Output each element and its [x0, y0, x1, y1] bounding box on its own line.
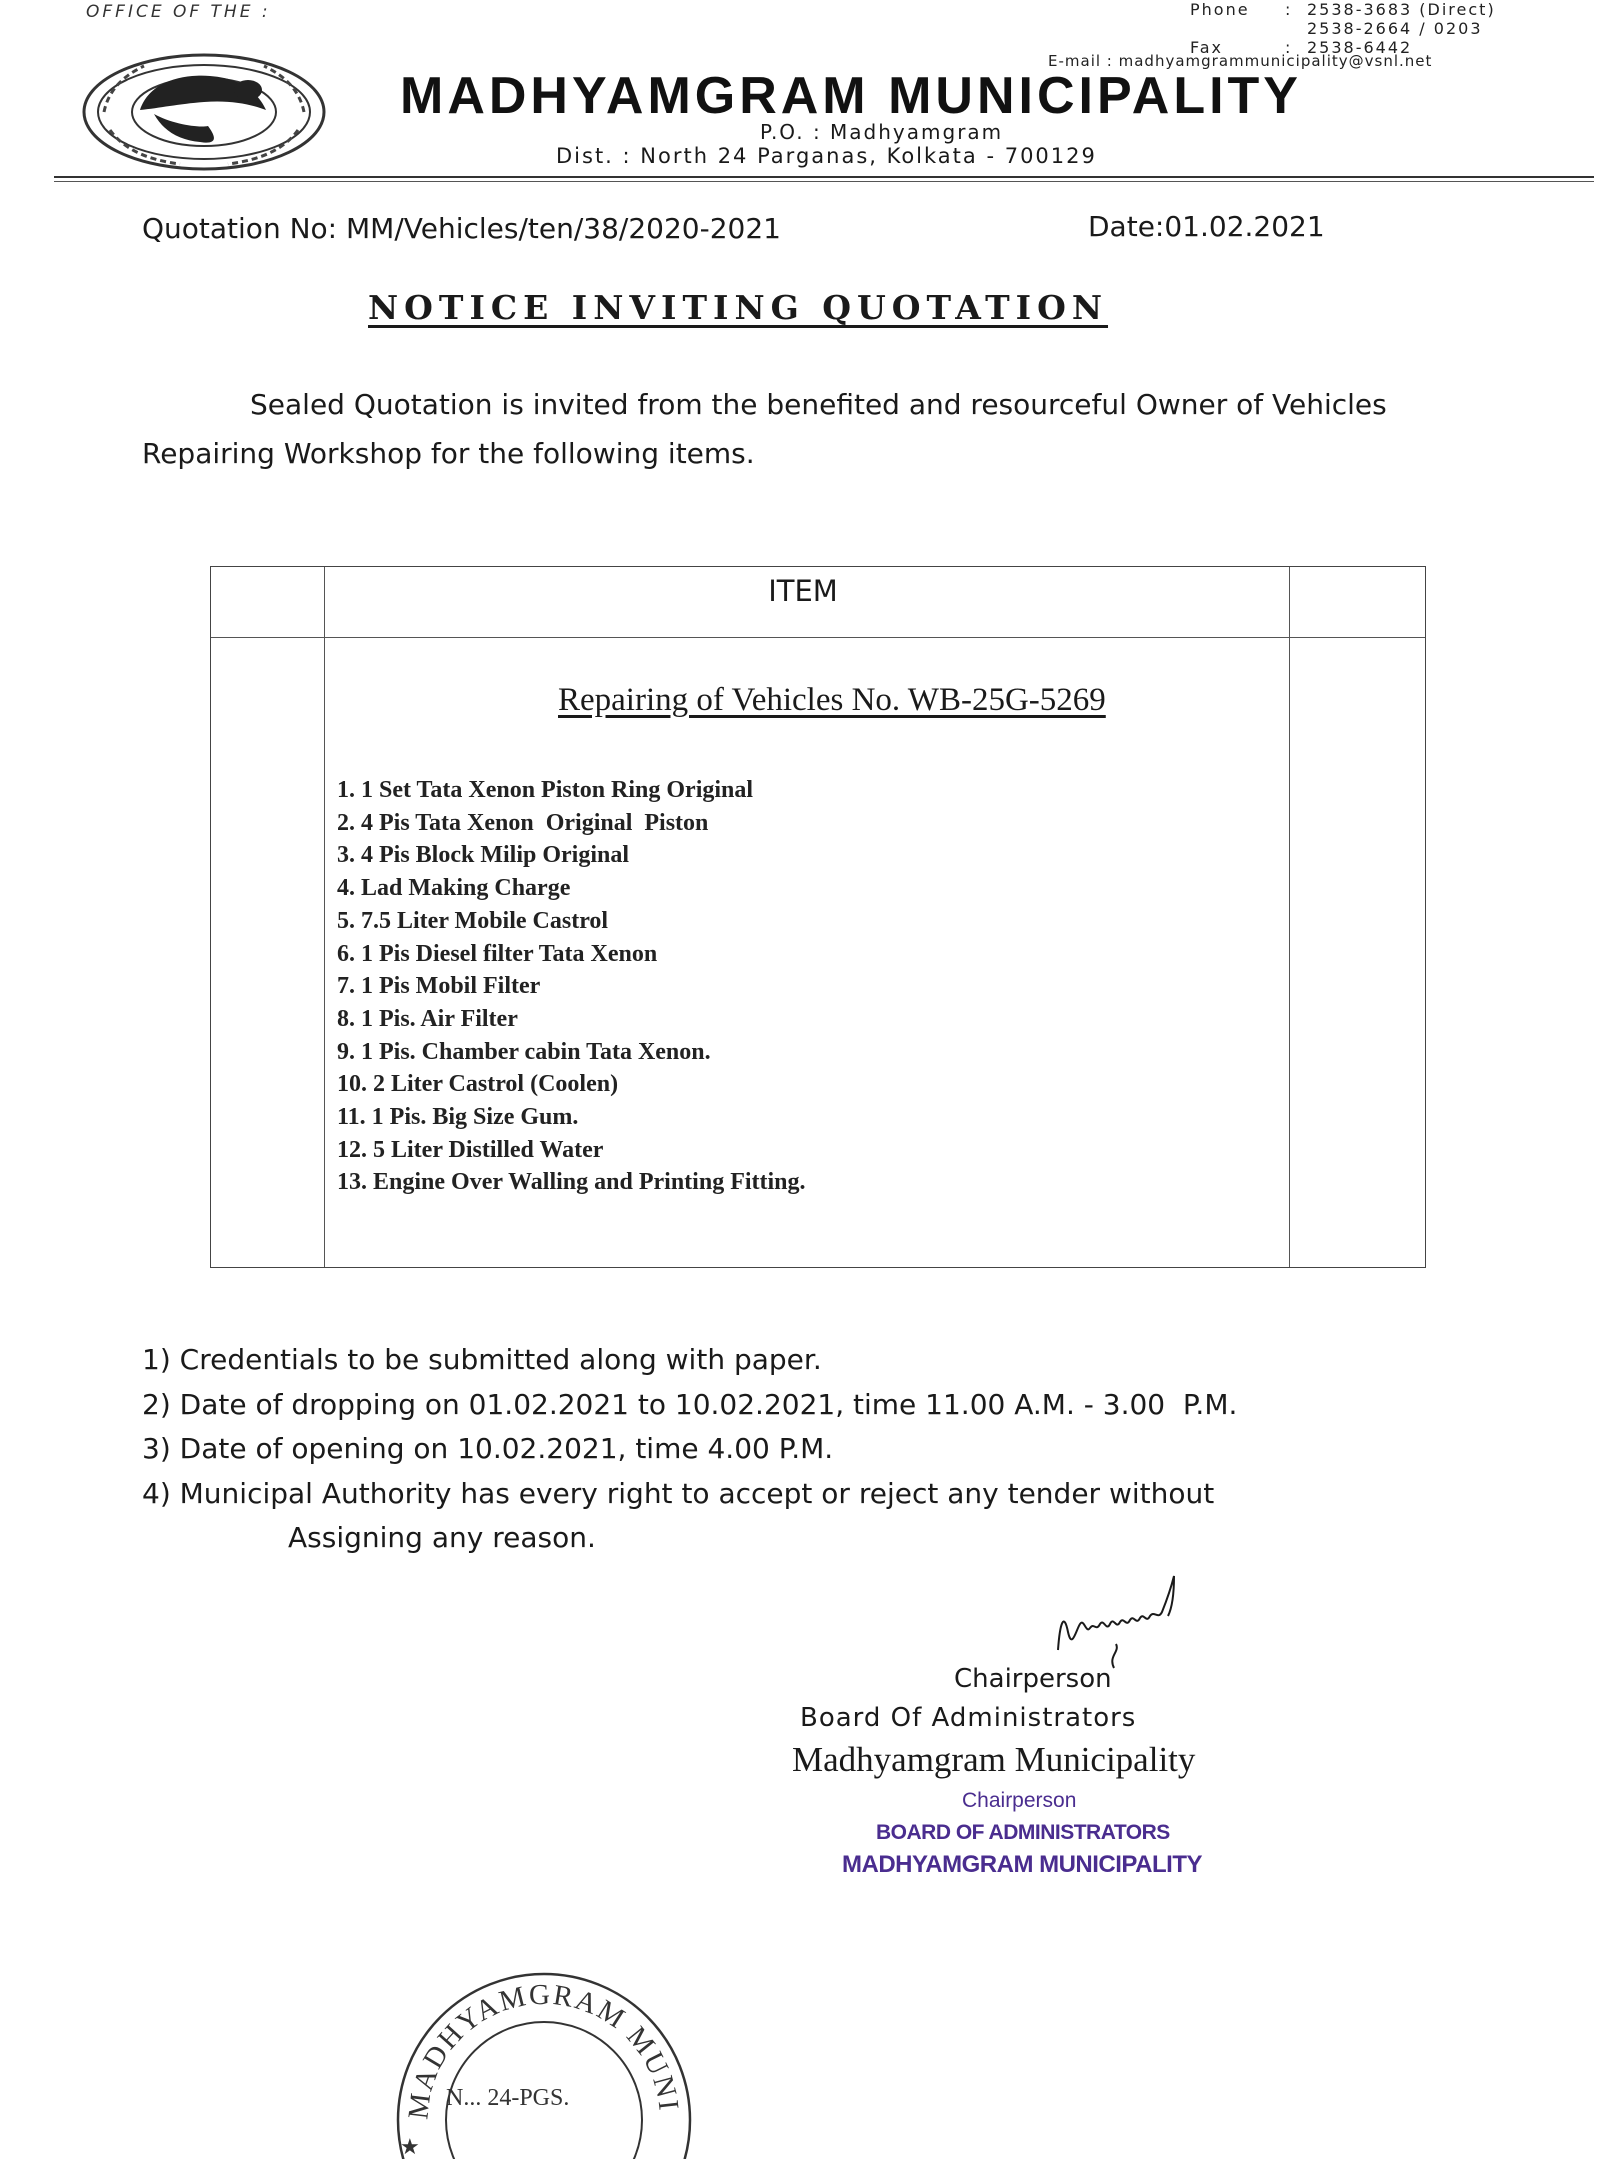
phone-label: Phone: [1190, 0, 1250, 19]
list-item: 5. 7.5 Liter Mobile Castrol: [337, 907, 609, 934]
header-divider-thin: [54, 181, 1594, 182]
signatory-board: Board Of Administrators: [800, 1703, 1137, 1733]
email-line: E-mail : madhyamgrammunicipality@vsnl.net: [1048, 52, 1433, 70]
svg-text:★: ★: [400, 2134, 420, 2159]
stamp-chairperson: Chairperson: [962, 1789, 1077, 1812]
intro-paragraph: Sealed Quotation is invited from the benefited and resourceful Owner of Vehicles Repairing Workshop for the following items.: [142, 388, 1387, 470]
conditions-list: [142, 1338, 1237, 1561]
quotation-number: Quotation No: MM/Vehicles/ten/38/2020-2021: [142, 212, 781, 245]
list-item: 1. 1 Set Tata Xenon Piston Ring Original: [337, 777, 754, 803]
table-column-divider-right: [1289, 567, 1290, 1267]
table-header-item: ITEM: [768, 574, 838, 608]
office-of-label: OFFICE OF THE :: [86, 2, 271, 22]
condition-item: 2) Date of dropping on 01.02.2021 to 10.02.2021, time 11.00 A.M. - 3.00 P.M.: [142, 1387, 1238, 1421]
table-header-divider: [211, 637, 1425, 638]
municipality-logo: [80, 52, 330, 176]
handwritten-signature: [1050, 1572, 1200, 1676]
list-item: 10. 2 Liter Castrol (Coolen): [337, 1071, 619, 1098]
condition-item: 4) Municipal Authority has every right to accept or reject any tender without: [142, 1476, 1215, 1510]
post-office-line: P.O. : Madhyamgram: [760, 120, 1004, 144]
seal-ring-text: MADHYAMGRAM MUNI: [402, 1978, 685, 2121]
condition-item: 3) Date of opening on 10.02.2021, time 4.00 P.M.: [142, 1432, 834, 1465]
fax-number: 2538-6442: [1307, 38, 1413, 57]
table-column-divider-left: [324, 567, 325, 1267]
signatory-organization: Madhyamgram Municipality: [792, 1740, 1196, 1779]
item-list: [337, 774, 806, 1199]
signatory-title: Chairperson: [954, 1664, 1112, 1694]
list-item: 4. Lad Making Charge: [337, 875, 571, 902]
list-item: 6. 1 Pis Diesel filter Tata Xenon: [337, 940, 658, 967]
condition-continuation: Assigning any reason.: [288, 1521, 596, 1554]
header-divider: [54, 176, 1594, 178]
contact-block: Phone : 2538-3683 (Direct) 2538-2664 / 0203 Fax : 2538-6442: [1190, 0, 1496, 57]
list-item: 12. 5 Liter Distilled Water: [337, 1136, 604, 1163]
stamp-board: BOARD OF ADMINISTRATORS: [876, 1821, 1170, 1844]
notice-title: NOTICE INVITING QUOTATION: [368, 288, 1109, 327]
district-line: Dist. : North 24 Parganas, Kolkata - 700129: [556, 144, 1097, 168]
municipality-title: MADHYAMGRAM MUNICIPALITY: [400, 67, 1302, 125]
list-item: 7. 1 Pis Mobil Filter: [337, 973, 541, 1000]
list-item: 3. 4 Pis Block Milip Original: [337, 842, 630, 869]
list-item: 2. 4 Pis Tata Xenon Original Piston: [337, 809, 709, 836]
quotation-date: Date:01.02.2021: [1088, 210, 1325, 243]
list-item: 8. 1 Pis. Air Filter: [337, 1005, 518, 1032]
seal-inner-text: N... 24-PGS.: [446, 2085, 570, 2111]
condition-item: 1) Credentials to be submitted along with paper.: [142, 1343, 822, 1376]
list-item: 11. 1 Pis. Big Size Gum.: [337, 1104, 579, 1131]
list-item: 9. 1 Pis. Chamber cabin Tata Xenon.: [337, 1038, 711, 1065]
phone-secondary: 2538-2664 / 0203: [1307, 19, 1483, 38]
fax-label: Fax: [1190, 38, 1224, 57]
phone-direct: 2538-3683 (Direct): [1307, 0, 1496, 19]
repair-subheading: Repairing of Vehicles No. WB-25G-5269: [558, 682, 1106, 718]
stamp-municipality: MADHYAMGRAM MUNICIPALITY: [842, 1851, 1202, 1878]
municipality-seal: [384, 1950, 704, 2163]
list-item: 13. Engine Over Walling and Printing Fitting.: [337, 1169, 806, 1196]
